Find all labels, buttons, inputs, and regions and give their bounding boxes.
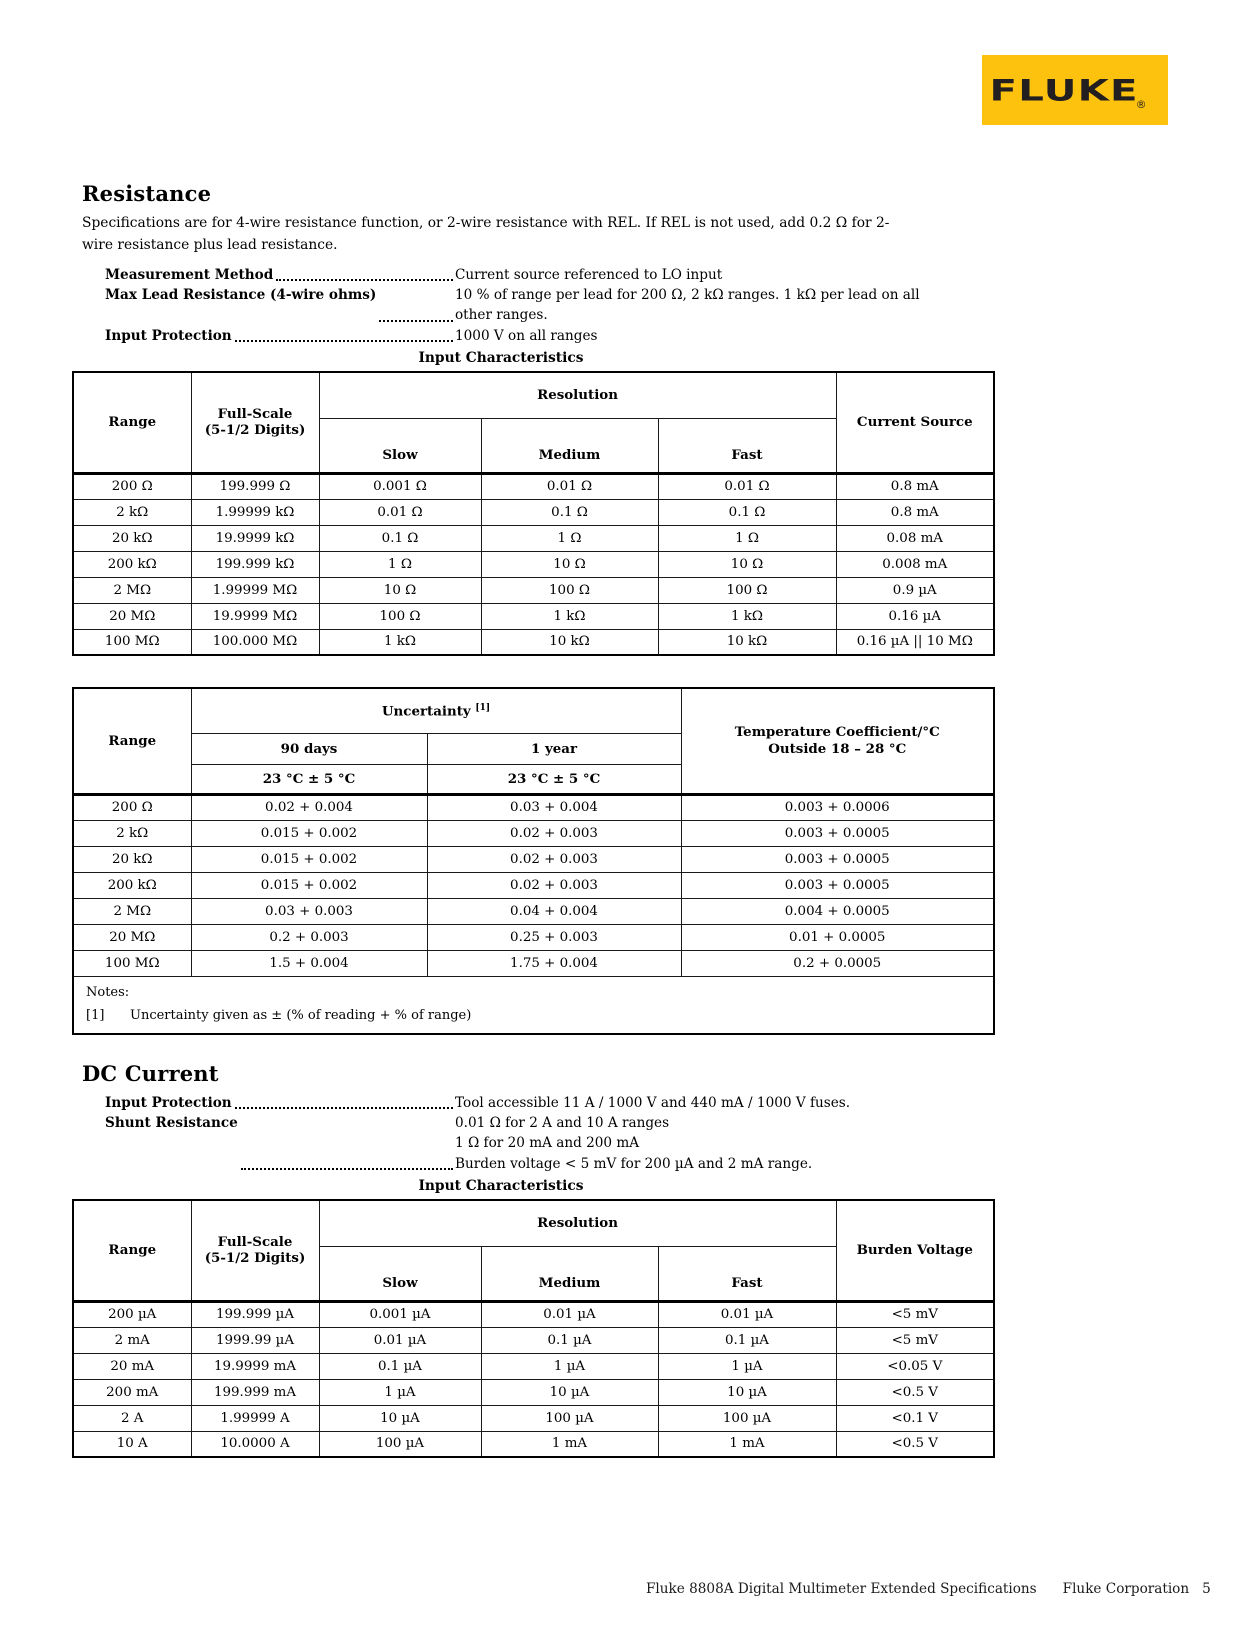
table-cell: 10 kΩ: [481, 629, 658, 655]
table-cell: 0.01 Ω: [658, 473, 836, 499]
resistance-intro-paragraph: Specifications are for 4-wire resistance function, or 2-wire resistance with REL. If REL is not used, add 0.2 Ω for 2-wire resistance plus lead resistance.: [82, 215, 890, 253]
table-cell: 0.001 Ω: [319, 473, 481, 499]
note-text: Uncertainty given as ± (% of reading + % of range): [130, 1007, 472, 1023]
table-cell: 20 kΩ: [73, 846, 191, 872]
table-cell: 2 kΩ: [73, 820, 191, 846]
table-cell: 1 µA: [658, 1353, 836, 1379]
table-cell: 200 kΩ: [73, 551, 191, 577]
table-cell: 0.015 + 0.002: [191, 820, 427, 846]
table-row: [73, 1301, 994, 1327]
table-row: [73, 1431, 994, 1457]
table-cell: 100 µA: [319, 1431, 481, 1457]
table-cell: 0.02 + 0.003: [427, 820, 681, 846]
table-cell: 10 Ω: [319, 577, 481, 603]
table-cell: 2 MΩ: [73, 898, 191, 924]
spec-label: Input Protection: [105, 327, 232, 344]
spacer: [82, 656, 920, 687]
table-row: [73, 603, 994, 629]
table-cell: 1 kΩ: [319, 629, 481, 655]
table-row: [73, 1353, 994, 1379]
table-cell: 0.015 + 0.002: [191, 846, 427, 872]
table-cell: 0.003 + 0.0005: [681, 872, 994, 898]
column-header-full-scale: [191, 1200, 319, 1301]
dc-current-table-caption: Input Characteristics: [418, 1178, 584, 1195]
table-cell: 10 A: [73, 1431, 191, 1457]
table-cell: 0.1 µA: [481, 1327, 658, 1353]
table-cell: 0.03 + 0.003: [191, 898, 427, 924]
table-row: [73, 551, 994, 577]
table-cell: 100 Ω: [481, 577, 658, 603]
fluke-logo-text: FLUKE: [989, 72, 1140, 108]
table-cell: 1 Ω: [481, 525, 658, 551]
uncertainty-note-ref: [1]: [475, 702, 491, 713]
table-cell: 1 µA: [319, 1379, 481, 1405]
spec-value-line: Burden voltage < 5 mV for 200 µA and 2 mA range.: [455, 1155, 813, 1172]
table-cell: 1.75 + 0.004: [427, 950, 681, 976]
table-cell: 2 A: [73, 1405, 191, 1431]
table-cell: 1.99999 kΩ: [191, 499, 319, 525]
spec-value: [455, 326, 920, 346]
table-cell: 200 Ω: [73, 794, 191, 820]
dc-current-input-characteristics-table: [72, 1199, 995, 1458]
table-cell: 0.1 Ω: [319, 525, 481, 551]
temp-coefficient-line1: Temperature Coefficient/°C: [734, 724, 940, 741]
table-cell: 0.04 + 0.004: [427, 898, 681, 924]
table-cell: 0.16 µA || 10 MΩ: [836, 629, 994, 655]
spec-value-line: Tool accessible 11 A / 1000 V and 440 mA / 1000 V fuses.: [455, 1094, 851, 1111]
full-scale-line2: (5-1/2 Digits): [204, 422, 306, 439]
column-subheader-1-year-condition: 23 °C ± 5 °C: [427, 764, 681, 794]
table-cell: 100.000 MΩ: [191, 629, 319, 655]
full-scale-line1: Full-Scale: [217, 1233, 293, 1250]
table-cell: 10.0000 A: [191, 1431, 319, 1457]
table-cell: 100 µA: [658, 1405, 836, 1431]
table-cell: 20 kΩ: [73, 525, 191, 551]
table-row: [73, 820, 994, 846]
table-cell: 199.999 µA: [191, 1301, 319, 1327]
dotted-leader: [235, 1093, 453, 1109]
registered-trademark-icon: ®: [1135, 98, 1147, 111]
table-row: [73, 473, 994, 499]
table-notes: [73, 976, 994, 1034]
spec-label: Measurement Method: [105, 266, 274, 283]
spec-value-line: 1 Ω for 20 mA and 200 mA: [455, 1135, 640, 1152]
column-header-slow: Slow: [319, 418, 481, 473]
table-cell: 0.01 µA: [658, 1301, 836, 1327]
column-header-current-source: Current Source: [836, 372, 994, 473]
dotted-leader: [235, 326, 453, 342]
table-cell: 20 mA: [73, 1353, 191, 1379]
table-cell: 1.99999 A: [191, 1405, 319, 1431]
table-cell: <0.5 V: [836, 1431, 994, 1457]
spec-label: Max Lead Resistance (4-wire ohms): [105, 286, 377, 303]
table-cell: <0.1 V: [836, 1405, 994, 1431]
spec-value-line: 10 % of range per lead for 200 Ω, 2 kΩ ranges. 1 kΩ per lead on all other ranges.: [455, 286, 920, 324]
spec-value: [455, 1093, 920, 1113]
table-row: [73, 794, 994, 820]
table-cell: 0.01 + 0.0005: [681, 924, 994, 950]
column-header-medium: Medium: [481, 418, 658, 473]
dc-current-spec-list: [105, 1093, 920, 1175]
table-cell: 19.9999 MΩ: [191, 603, 319, 629]
page-footer: [646, 1581, 1211, 1597]
spec-label: Input Protection: [105, 1094, 232, 1111]
note-ref: [1]: [86, 1007, 105, 1023]
table-cell: 0.004 + 0.0005: [681, 898, 994, 924]
table-cell: 200 µA: [73, 1301, 191, 1327]
table-cell: 0.015 + 0.002: [191, 872, 427, 898]
table-row: [73, 499, 994, 525]
column-header-medium: Medium: [481, 1246, 658, 1301]
table-cell: 0.03 + 0.004: [427, 794, 681, 820]
column-header-90-days: 90 days: [191, 733, 427, 764]
table-cell: <5 mV: [836, 1301, 994, 1327]
table-cell: 100 MΩ: [73, 629, 191, 655]
table-cell: 19.9999 mA: [191, 1353, 319, 1379]
column-subheader-90-days-condition: 23 °C ± 5 °C: [191, 764, 427, 794]
dotted-leader: [379, 285, 453, 322]
table-cell: 0.01 µA: [319, 1327, 481, 1353]
table-cell: 0.8 mA: [836, 473, 994, 499]
table-row: [73, 872, 994, 898]
table-cell: 0.1 µA: [658, 1327, 836, 1353]
table-cell: 1 Ω: [658, 525, 836, 551]
spec-label: Shunt Resistance: [105, 1115, 238, 1132]
table-cell: 100 Ω: [658, 577, 836, 603]
table-row: [73, 950, 994, 976]
table-cell: 1 kΩ: [658, 603, 836, 629]
table-cell: 199.999 kΩ: [191, 551, 319, 577]
table-cell: 10 Ω: [658, 551, 836, 577]
table-cell: 0.1 Ω: [658, 499, 836, 525]
table-cell: <0.05 V: [836, 1353, 994, 1379]
column-header-range: Range: [73, 688, 191, 794]
table-cell: 2 kΩ: [73, 499, 191, 525]
table-cell: 0.1 Ω: [481, 499, 658, 525]
footer-company: Fluke Corporation: [1062, 1581, 1190, 1597]
dc-current-section-title: DC Current: [82, 1060, 219, 1086]
column-header-full-scale: [191, 372, 319, 473]
resistance-input-characteristics-table: [72, 371, 995, 656]
table-cell: 100 Ω: [319, 603, 481, 629]
table-cell: 10 µA: [319, 1405, 481, 1431]
resistance-section-title: Resistance: [82, 181, 212, 206]
column-header-range: Range: [73, 1200, 191, 1301]
table-cell: 100 µA: [481, 1405, 658, 1431]
table-cell: 10 µA: [658, 1379, 836, 1405]
table-cell: 0.01 µA: [481, 1301, 658, 1327]
spec-value-line: 0.01 Ω for 2 A and 10 A ranges: [455, 1115, 670, 1132]
column-header-uncertainty: [191, 688, 681, 733]
table-cell: 100 MΩ: [73, 950, 191, 976]
table-cell: 1 mA: [481, 1431, 658, 1457]
spec-row: [105, 1093, 920, 1113]
table-cell: 1 Ω: [319, 551, 481, 577]
table-cell: 0.003 + 0.0006: [681, 794, 994, 820]
resistance-spec-list: [105, 265, 920, 347]
temp-coefficient-line2: Outside 18 – 28 °C: [768, 740, 907, 757]
column-header-burden-voltage: Burden Voltage: [836, 1200, 994, 1301]
table-cell: 1999.99 µA: [191, 1327, 319, 1353]
column-header-temp-coefficient: [681, 688, 994, 794]
note-line: [86, 1008, 981, 1023]
column-header-resolution: Resolution: [319, 1200, 836, 1246]
table-cell: 19.9999 kΩ: [191, 525, 319, 551]
footer-page-number: 5: [1202, 1581, 1211, 1597]
table-cell: 0.003 + 0.0005: [681, 820, 994, 846]
spec-value: [455, 265, 920, 285]
table-cell: 0.02 + 0.003: [427, 872, 681, 898]
column-header-fast: Fast: [658, 418, 836, 473]
notes-title: Notes:: [86, 984, 130, 1000]
table-cell: 1.5 + 0.004: [191, 950, 427, 976]
table-row: [73, 577, 994, 603]
table-row: [73, 924, 994, 950]
full-scale-line1: Full-Scale: [217, 405, 293, 422]
table-cell: 20 MΩ: [73, 924, 191, 950]
table-cell: 0.16 µA: [836, 603, 994, 629]
table-cell: 1 kΩ: [481, 603, 658, 629]
table-row: [73, 525, 994, 551]
table-cell: <5 mV: [836, 1327, 994, 1353]
table-cell: 0.02 + 0.003: [427, 846, 681, 872]
table-cell: 0.1 µA: [319, 1353, 481, 1379]
table-cell: 10 kΩ: [658, 629, 836, 655]
table-cell: 20 MΩ: [73, 603, 191, 629]
full-scale-line2: (5-1/2 Digits): [204, 1250, 306, 1267]
dotted-leader: [276, 265, 453, 281]
table-row: [73, 1379, 994, 1405]
table-cell: <0.5 V: [836, 1379, 994, 1405]
spec-value: [455, 285, 920, 326]
table-cell: 200 mA: [73, 1379, 191, 1405]
footer-doc-title: Fluke 8808A Digital Multimeter Extended Specifications: [646, 1581, 1037, 1597]
spec-value: [455, 1113, 920, 1174]
table-row: [73, 1327, 994, 1353]
table-cell: 1 mA: [658, 1431, 836, 1457]
table-cell: 0.2 + 0.0005: [681, 950, 994, 976]
table-cell: 2 MΩ: [73, 577, 191, 603]
table-row: [73, 898, 994, 924]
table-cell: 10 Ω: [481, 551, 658, 577]
table-cell: 1.99999 MΩ: [191, 577, 319, 603]
column-header-resolution: Resolution: [319, 372, 836, 418]
table-cell: 0.003 + 0.0005: [681, 846, 994, 872]
spec-value-line: 1000 V on all ranges: [455, 327, 598, 344]
table-cell: 10 µA: [481, 1379, 658, 1405]
spec-row: [105, 285, 920, 326]
column-header-slow: Slow: [319, 1246, 481, 1301]
fluke-logo: [982, 55, 1168, 125]
spec-row: [105, 1113, 920, 1174]
column-header-fast: Fast: [658, 1246, 836, 1301]
table-cell: 1 µA: [481, 1353, 658, 1379]
uncertainty-label: Uncertainty: [381, 703, 476, 720]
table-row: [73, 846, 994, 872]
spec-row: [105, 265, 920, 285]
dotted-leader: [241, 1113, 453, 1170]
table-cell: 2 mA: [73, 1327, 191, 1353]
table-cell: 0.01 Ω: [319, 499, 481, 525]
column-header-1-year: 1 year: [427, 733, 681, 764]
page-content: [82, 0, 973, 1458]
table-cell: 0.2 + 0.003: [191, 924, 427, 950]
table-cell: 0.01 Ω: [481, 473, 658, 499]
table-cell: 0.001 µA: [319, 1301, 481, 1327]
spec-row: [105, 326, 920, 346]
table-cell: 200 kΩ: [73, 872, 191, 898]
table-cell: 199.999 Ω: [191, 473, 319, 499]
spec-value-line: Current source referenced to LO input: [455, 266, 723, 283]
column-header-range: Range: [73, 372, 191, 473]
table-cell: 0.9 µA: [836, 577, 994, 603]
table-cell: 0.008 mA: [836, 551, 994, 577]
table-cell: 0.02 + 0.004: [191, 794, 427, 820]
table-cell: 0.08 mA: [836, 525, 994, 551]
resistance-table-caption: Input Characteristics: [418, 350, 584, 367]
table-cell: 0.25 + 0.003: [427, 924, 681, 950]
table-row: [73, 1405, 994, 1431]
table-cell: 0.8 mA: [836, 499, 994, 525]
resistance-uncertainty-table: [72, 687, 995, 1035]
table-cell: 200 Ω: [73, 473, 191, 499]
table-cell: 199.999 mA: [191, 1379, 319, 1405]
table-row: [73, 629, 994, 655]
